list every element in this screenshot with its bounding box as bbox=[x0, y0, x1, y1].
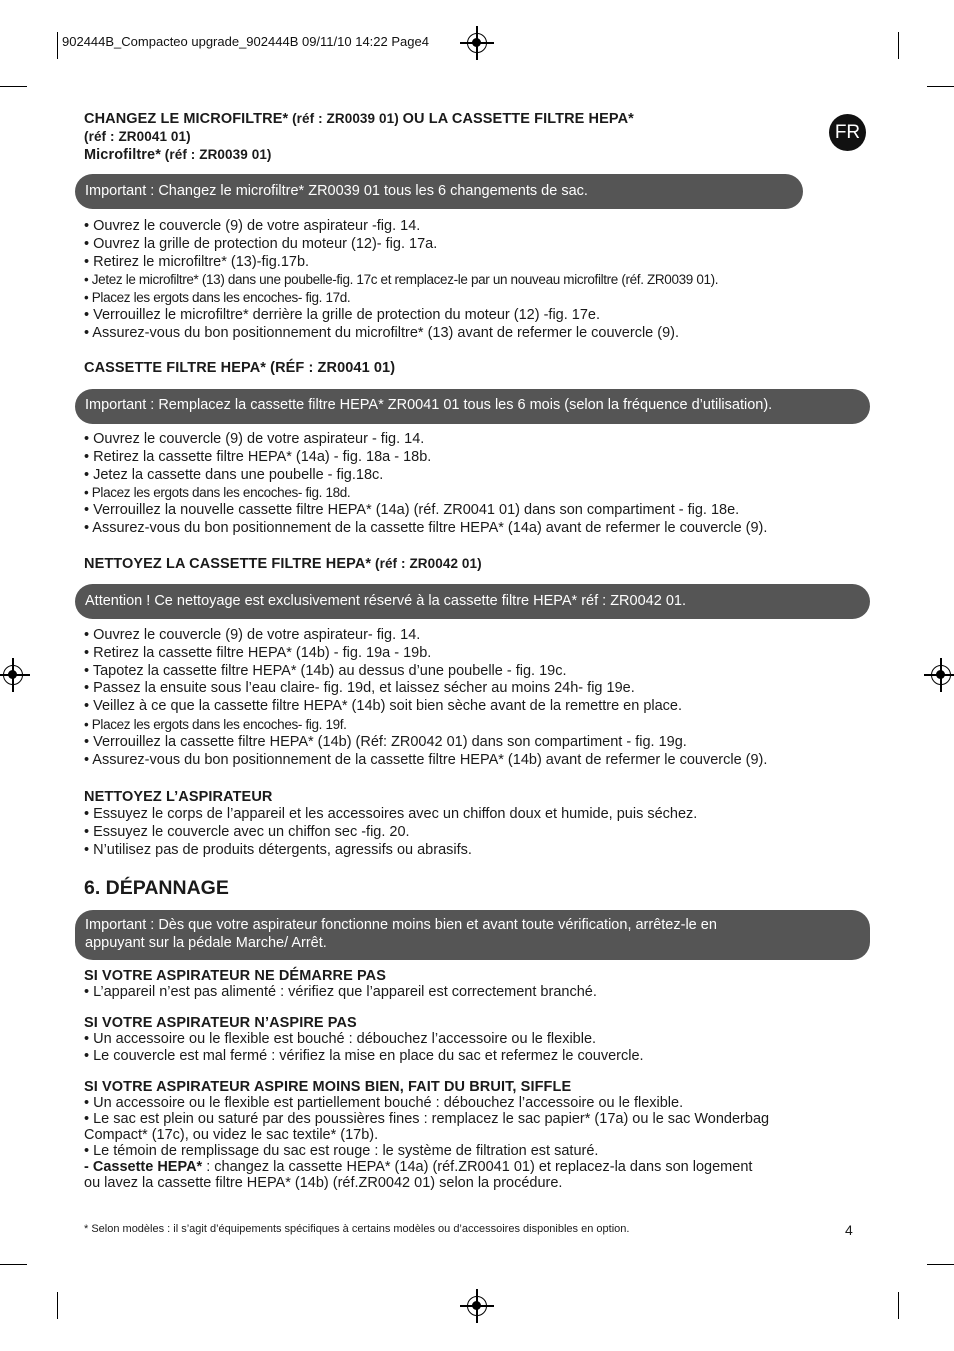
list-item: • Verrouillez le microfiltre* derrière la grille de protection du moteur (12) -fig. 17e. bbox=[84, 306, 601, 323]
page-number: 4 bbox=[845, 1222, 853, 1238]
subheading: SI VOTRE ASPIRATEUR ASPIRE MOINS BIEN, FAIT DU BRUIT, SIFFLE bbox=[84, 1079, 572, 1095]
section-title-clean-vacuum: NETTOYEZ L’ASPIRATEUR bbox=[84, 789, 273, 805]
subheading: SI VOTRE ASPIRATEUR N’ASPIRE PAS bbox=[84, 1015, 357, 1031]
section-title-hepa: CASSETTE FILTRE HEPA* (RÉF : ZR0041 01) bbox=[84, 360, 396, 376]
registration-mark-icon bbox=[467, 1296, 487, 1316]
language-badge: FR bbox=[829, 114, 866, 151]
crop-mark bbox=[0, 86, 27, 87]
crop-mark bbox=[898, 32, 899, 59]
crop-mark bbox=[0, 1264, 27, 1265]
crop-mark bbox=[57, 1292, 58, 1319]
crop-mark bbox=[898, 1292, 899, 1319]
list-item: • Assurez-vous du bon positionnement du microfiltre* (13) avant de refermer le couvercle (9). bbox=[84, 324, 680, 341]
list-item: • Placez les ergots dans les encoches- fig. 18d. bbox=[84, 485, 351, 501]
list-item: • Essuyez le corps de l’appareil et les accessoires avec un chiffon doux et humide, puis séchez. bbox=[84, 806, 698, 822]
instruction-list bbox=[84, 984, 597, 1002]
footnote: * Selon modèles : il s’agit d’équipements spécifiques à certains modèles ou d’accessoires disponibles en option. bbox=[84, 1223, 630, 1235]
instruction-list bbox=[84, 431, 767, 538]
crop-mark bbox=[57, 32, 58, 59]
instruction-list bbox=[84, 218, 718, 343]
list-item: • Tapotez la cassette filtre HEPA* (14b) au dessus d’une poubelle - fig. 19c. bbox=[84, 662, 567, 679]
list-item: Compact* (17c), ou videz le sac textile* (17b). bbox=[84, 1127, 379, 1143]
list-item: ou lavez la cassette filtre HEPA* (14b) (réf.ZR0042 01) selon la procédure. bbox=[84, 1175, 563, 1191]
list-item: • Retirez la cassette filtre HEPA* (14b) - fig. 19a - 19b. bbox=[84, 644, 432, 661]
section-heading-depannage: 6. DÉPANNAGE bbox=[84, 877, 229, 899]
list-item: • Le sac est plein ou saturé par des poussières fines : remplacez le sac papier* (17a) ou le sac Wonderbag bbox=[84, 1111, 770, 1127]
instruction-list bbox=[84, 806, 697, 859]
list-item: • Verrouillez la nouvelle cassette filtre HEPA* (14a) (réf. ZR0041 01) dans son compartiment - fig. 18e. bbox=[84, 502, 740, 519]
list-item: • Un accessoire ou le flexible est bouché : débouchez l’accessoire ou le flexible. bbox=[84, 1031, 597, 1047]
list-item: • Ouvrez le couvercle (9) de votre aspirateur- fig. 14. bbox=[84, 627, 421, 643]
list-item: • Ouvrez le couvercle (9) de votre aspirateur -fig. 14. bbox=[84, 218, 421, 234]
list-item: • Placez les ergots dans les encoches- fig. 17d. bbox=[84, 290, 351, 306]
list-item: • Un accessoire ou le flexible est partiellement bouché : débouchez l’accessoire ou le flexible. bbox=[84, 1095, 684, 1111]
list-item: • Le couvercle est mal fermé : vérifiez la mise en place du sac et refermez le couvercle. bbox=[84, 1047, 644, 1064]
attention-banner: Attention ! Ce nettoyage est exclusivement réservé à la cassette filtre HEPA* réf : ZR0042 01. bbox=[75, 584, 870, 619]
list-item: - Cassette HEPA* : changez la cassette HEPA* (14a) (réf.ZR0041 01) et replacez-la dans son logement bbox=[84, 1159, 753, 1175]
list-item: • Ouvrez la grille de protection du moteur (12)- fig. 17a. bbox=[84, 235, 438, 252]
list-item: • Assurez-vous du bon positionnement de la cassette filtre HEPA* (14a) avant de refermer le couvercle (9). bbox=[84, 519, 768, 536]
registration-mark-icon bbox=[931, 665, 951, 685]
important-banner: Important : Remplacez la cassette filtre HEPA* ZR0041 01 tous les 6 mois (selon la fréquence d’utilisation). bbox=[75, 389, 870, 424]
registration-mark-icon bbox=[3, 665, 23, 685]
list-item: • Placez les ergots dans les encoches- fig. 19f. bbox=[84, 716, 347, 732]
section-title-microfiltre: CHANGEZ LE MICROFILTRE* (réf : ZR0039 01) OU LA CASSETTE FILTRE HEPA* (réf : ZR0041 01) Microfiltre* (réf : ZR0039 01) bbox=[84, 111, 634, 163]
subheading: SI VOTRE ASPIRATEUR NE DÉMARRE PAS bbox=[84, 968, 387, 984]
important-banner: Important : Dès que votre aspirateur fonctionne moins bien et avant toute vérification, arrêtez-le en appuyant sur la pédale Marche/ Arrêt. bbox=[75, 910, 870, 960]
important-banner: Important : Changez le microfiltre* ZR0039 01 tous les 6 changements de sac. bbox=[75, 174, 803, 209]
list-item: • L’appareil n’est pas alimenté : vérifiez que l’appareil est correctement branché. bbox=[84, 984, 597, 1000]
list-item: • Passez la ensuite sous l’eau claire- fig. 19d, et laissez sécher au moins 24h- fig 19e. bbox=[84, 680, 635, 697]
crop-mark bbox=[927, 86, 954, 87]
instruction-list bbox=[84, 627, 767, 769]
list-item: • Essuyez le couvercle avec un chiffon sec -fig. 20. bbox=[84, 823, 410, 840]
section-title-clean-hepa: NETTOYEZ LA CASSETTE FILTRE HEPA* (réf : ZR0042 01) bbox=[84, 556, 482, 572]
instruction-list bbox=[84, 1031, 644, 1064]
list-item: • Retirez la cassette filtre HEPA* (14a) - fig. 18a - 18b. bbox=[84, 448, 432, 465]
instruction-list bbox=[84, 1095, 769, 1191]
list-item: • Jetez la cassette dans une poubelle - fig.18c. bbox=[84, 466, 384, 483]
list-item: • Jetez le microfiltre* (13) dans une poubelle-fig. 17c et remplacez-le par un nouveau microfiltre (réf. ZR0039 01). bbox=[84, 272, 719, 288]
list-item: • Ouvrez le couvercle (9) de votre aspirateur - fig. 14. bbox=[84, 431, 425, 447]
list-item: • Le témoin de remplissage du sac est rouge : le système de filtration est saturé. bbox=[84, 1143, 599, 1159]
list-item: • N’utilisez pas de produits détergents, agressifs ou abrasifs. bbox=[84, 841, 472, 858]
list-item: • Verrouillez la cassette filtre HEPA* (14b) (Réf: ZR0042 01) dans son compartiment - fig. 19g. bbox=[84, 733, 687, 750]
print-slug: 902444B_Compacteo upgrade_902444B 09/11/10 14:22 Page4 bbox=[62, 34, 429, 49]
crop-mark bbox=[927, 1264, 954, 1265]
registration-mark-icon bbox=[467, 33, 487, 53]
list-item: • Assurez-vous du bon positionnement de la cassette filtre HEPA* (14b) avant de refermer le couvercle (9). bbox=[84, 751, 768, 768]
list-item: • Veillez à ce que la cassette filtre HEPA* (14b) soit bien sèche avant de la remettre en place. bbox=[84, 698, 683, 715]
list-item: • Retirez le microfiltre* (13)-fig.17b. bbox=[84, 253, 310, 270]
